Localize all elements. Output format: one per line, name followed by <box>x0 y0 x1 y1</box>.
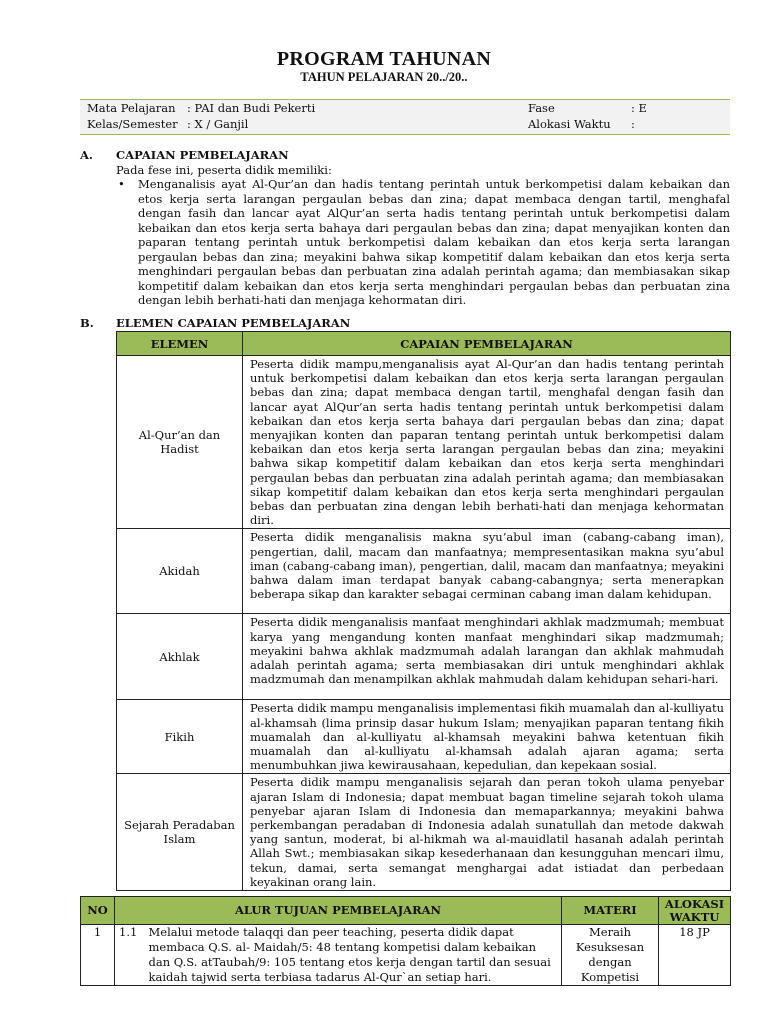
table-row <box>117 529 731 614</box>
time-label: Alokasi Waktu <box>528 117 611 131</box>
elemen-capaian: Peserta didik mampu menganalisis sejarah dan peran tokoh ulama penyebar ajaran Islam di Indonesia; dapat membuat bagan timeline sejarah tokoh ulama penyebar ajaran Islam di Indonesia dan memaparkannya; meyakini bahwa perkembangan peradaban di Indonesia adalah sunatullah dan metode dakwah yang santun, moderat, bi al-hikmah wa al-mauidlatil hasanah adalah perintah Allah Swt.; membiasakan sikap kesederhanaan dan kesungguhan mencari ilmu, tekun, damai, serta semangat menghargai adat istiadat dan perbedaan keyakinan orang lain. <box>243 774 731 891</box>
atp-table <box>80 896 731 986</box>
atp-alokasi: 18 JP <box>659 925 731 986</box>
phase-value: : E <box>631 101 647 115</box>
elemen-name: Akidah <box>117 529 243 614</box>
table-row <box>117 774 731 891</box>
atp-table-header <box>81 897 731 925</box>
section-a-text: Menganalisis ayat Al-Qur’an dan hadis tentang perintah untuk berkompetisi dalam kebaikan dan etos kerja serta larangan pergaulan bebas dan zina; dapat membaca dengan tartil, menghafal dengan fasih dan lancar ayat AlQur’an serta hadis tentang perintah untuk berkompetisi dalam kebaikan dan etos kerja serta bahaya dari pergaulan bebas dan zina; dapat menyajikan konten dan paparan tentang perintah untuk berkompetisi dalam kebaikan dan etos kerja serta larangan pergaulan bebas dan zina; meyakini bahwa sikap kompetitif dalam kebaikan dan etos kerja serta menghindari pergaulan bebas dan perbuatan zina adalah perintah agama; dan membiasakan sikap kompetitif dalam kebaikan dan etos kerja serta menghindari pergaulan bebas dan perbuatan zina dengan lebih berhati-hati dan menjaga kehormatan diri. <box>138 177 730 307</box>
col-materi: MATERI <box>562 897 659 925</box>
table-row <box>117 614 731 700</box>
class-label: Kelas/Semester <box>87 117 178 131</box>
atp-materi: Meraih Kesuksesan dengan Kompetisi <box>562 925 659 986</box>
section-a-letter: A. <box>80 148 93 162</box>
elemen-capaian: Peserta didik mampu menganalisis implementasi fikih muamalah dan al-kulliyatu al-khamsah (lima prinsip dasar hukum Islam; menyajikan paparan tentang fikih muamalah dan al-kulliyatu al-khamsah meyakini bahwa ketentuan fikih muamalah dan al-kulliyatu al-khamsah adalah ajaran agama; serta menumbuhkan jiwa kewirausahaan, kepedulian, dan kepekaan sosial. <box>243 700 731 774</box>
elemen-table-header <box>117 332 731 356</box>
elemen-name: Al-Qur’an dan Hadist <box>117 356 243 529</box>
elemen-name: Sejarah Peradaban Islam <box>117 774 243 891</box>
elemen-table <box>116 331 731 891</box>
elemen-capaian: Peserta didik menganalisis makna syu’abul iman (cabang-cabang iman), pengertian, dalil, macam dan manfaatnya; mempresentasikan makna syu’abul iman (cabang-cabang iman), pengertian, dalil, macam dan manfaatnya; meyakini bahwa dalam iman terdapat banyak cabang-cabangnya; serta menerapkan beberapa sikap dan karakter sebagai cerminan cabang iman dalam kehidupan. <box>243 529 731 614</box>
class-value: : X / Ganjil <box>187 117 249 131</box>
col-alur: ALUR TUJUAN PEMBELAJARAN <box>115 897 562 925</box>
col-no: NO <box>81 897 115 925</box>
elemen-capaian: Peserta didik mampu,menganalisis ayat Al-Qur’an dan hadis tentang perintah untuk berkompetisi dalam kebaikan dan etos kerja serta larangan pergaulan bebas dan zina; dapat membaca dengan tartil, menghafal dengan fasih dan lancar ayat AlQur’an serta hadis tentang perintah untuk berkompetisi dalam kebaikan dan etos kerja serta bahaya dari pergaulan bebas dan zina; dapat menyajikan konten dan paparan tentang perintah untuk berkompetisi dalam kebaikan dan etos kerja serta larangan pergaulan bebas dan zina; meyakini bahwa sikap kompetitif dalam kebaikan dan etos kerja serta menghindari pergaulan bebas dan perbuatan zina adalah perintah agama; dan membiasakan sikap kompetitif dalam kebaikan dan etos kerja serta menghindari pergaulan bebas dan perbuatan zina dengan lebih berhati-hati dan menjaga kehormatan diri. <box>243 356 731 529</box>
table-row <box>117 700 731 774</box>
time-value: : <box>631 117 635 131</box>
table-row <box>117 356 731 529</box>
table-row <box>81 925 731 986</box>
section-a-heading: CAPAIAN PEMBELAJARAN <box>116 148 289 162</box>
bullet-icon: • <box>118 177 125 191</box>
section-b-letter: B. <box>80 316 94 330</box>
col-alokasi: ALOKASI WAKTU <box>659 897 731 925</box>
col-elemen: ELEMEN <box>117 332 243 356</box>
atp-code: 1.1 <box>115 925 147 986</box>
section-b-heading: ELEMEN CAPAIAN PEMBELAJARAN <box>116 316 351 330</box>
subject-label: Mata Pelajaran <box>87 101 176 115</box>
info-box <box>80 99 730 135</box>
phase-label: Fase <box>528 101 555 115</box>
col-capaian: CAPAIAN PEMBELAJARAN <box>243 332 731 356</box>
elemen-name: Fikih <box>117 700 243 774</box>
section-a-intro: Pada fese ini, peserta didik memiliki: <box>116 163 332 177</box>
elemen-name: Akhlak <box>117 614 243 700</box>
document-title: PROGRAM TAHUNAN <box>276 48 492 70</box>
atp-tujuan: Melalui metode talaqqi dan peer teaching, peserta didik dapat membaca Q.S. al- Maidah/5: 48 tentang kompetisi dalam kebaikan dan Q.S. atTaubah/9: 105 tentang etos kerja dengan tartil dan sesuai kaidah tajwid serta terbiasa tadarus Al-Qur`an setiap hari. <box>147 925 562 986</box>
atp-no: 1 <box>81 925 115 986</box>
document-subtitle: TAHUN PELAJARAN 20../20.. <box>300 70 468 84</box>
subject-value: : PAI dan Budi Pekerti <box>187 101 316 115</box>
elemen-capaian: Peserta didik menganalisis manfaat menghindari akhlak madzmumah; membuat karya yang mengandung konten manfaat menghindari sikap madzmumah; meyakini bahwa akhlak madzmumah adalah larangan dan akhlak mahmudah adalah perintah agama; serta membiasakan diri untuk menghindari akhlak madzmumah dan menampilkan akhlak mahmudah dalam kehidupan sehari-hari. <box>243 614 731 700</box>
